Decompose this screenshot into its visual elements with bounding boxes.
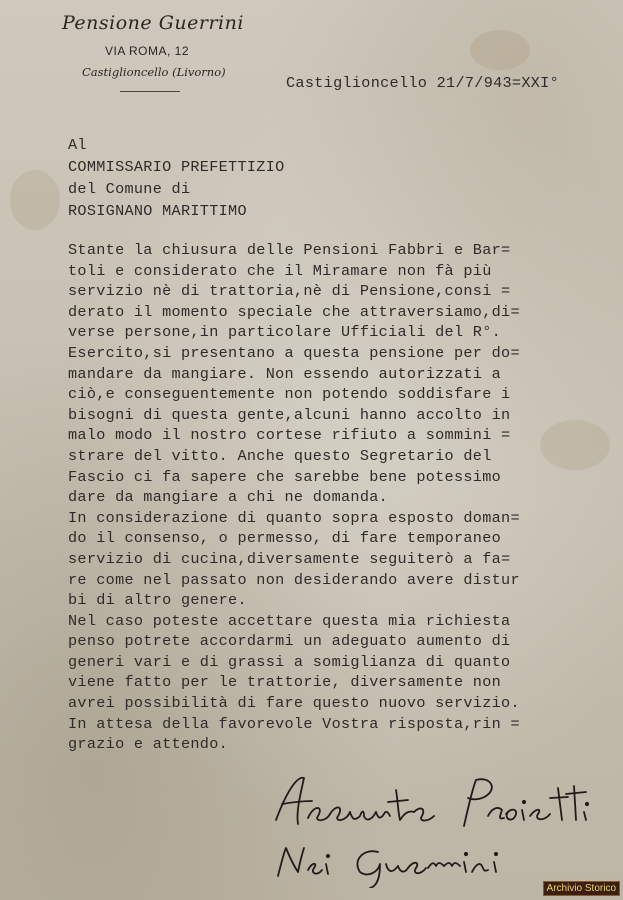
paper-stain (10, 170, 60, 230)
letterhead-name: Pensione Guerrini (62, 12, 244, 34)
body-line: Stante la chiusura delle Pensioni Fabbri e Bar= (68, 241, 511, 259)
body-line: re come nel passato non desiderando avere distur (68, 570, 520, 589)
body-line: dare da mangiare a chi ne domanda. (68, 488, 389, 507)
recipient-line: COMMISSARIO PREFETTIZIO (68, 158, 285, 176)
body-line: In considerazione di quanto sopra esposto doman= (68, 508, 520, 527)
letterhead-city: Castiglioncello (Livorno) (82, 65, 226, 79)
letter-body (68, 240, 520, 755)
body-line: servizio di cucina,diversamente seguiterò a fa= (68, 549, 511, 568)
recipient-line: del Comune di (68, 180, 191, 198)
body-line: ciò,e conseguentemente non potendo soddisfare i (68, 385, 511, 404)
paper-stain (470, 30, 530, 70)
body-line: strare del vitto. Anche questo Segretario del (68, 446, 492, 465)
recipient-line: Al (68, 136, 87, 154)
body-line: bi di altro genere. (68, 591, 247, 610)
body-line: servizio nè di trattoria,nè di Pensione,consi = (68, 282, 511, 301)
body-line: bisogni di questa gente,alcuni hanno accolto in (68, 405, 511, 424)
body-line: toli e considerato che il Miramare non fà più (68, 261, 492, 280)
body-line: Fascio ci fa sapere che sarebbe bene potessimo (68, 467, 502, 486)
body-line: derato il momento speciale che attraversiamo,di= (68, 302, 520, 321)
body-line: verse persone,in particolare Ufficiali del R°. (68, 323, 502, 342)
body-line: penso potrete accordarmi un adeguato aumento di (68, 632, 511, 651)
letterhead-street: VIA ROMA, 12 (105, 44, 190, 58)
letterhead-divider (120, 91, 180, 92)
archive-watermark: Archivio Storico (543, 881, 620, 896)
body-line: avrei possibilità di fare questo nuovo servizio. (68, 694, 520, 713)
body-line: In attesa della favorevole Vostra risposta,rin = (68, 714, 520, 733)
body-line: generi vari e di grassi a somiglianza di quanto (68, 652, 511, 671)
body-line: grazio e attendo. (68, 735, 229, 754)
body-line: malo modo il nostro cortese rifiuto a sommini = (68, 426, 511, 445)
body-line: mandare da mangiare. Non essendo autorizzati a (68, 364, 502, 383)
recipient-line: ROSIGNANO MARITTIMO (68, 202, 247, 220)
body-line: Esercito,si presentano a questa pensione per do= (68, 343, 520, 362)
recipient-block (68, 134, 285, 222)
body-line: do il consenso, o permesso, di fare temporaneo (68, 529, 502, 548)
dateline: Castiglioncello 21/7/943=XXI° (286, 74, 560, 92)
body-line: Nel caso poteste accettare questa mia richiesta (68, 611, 511, 630)
body-line: viene fatto per le trattorie, diversamente non (68, 673, 502, 692)
handwritten-signature (268, 768, 613, 888)
paper-stain (540, 420, 610, 470)
